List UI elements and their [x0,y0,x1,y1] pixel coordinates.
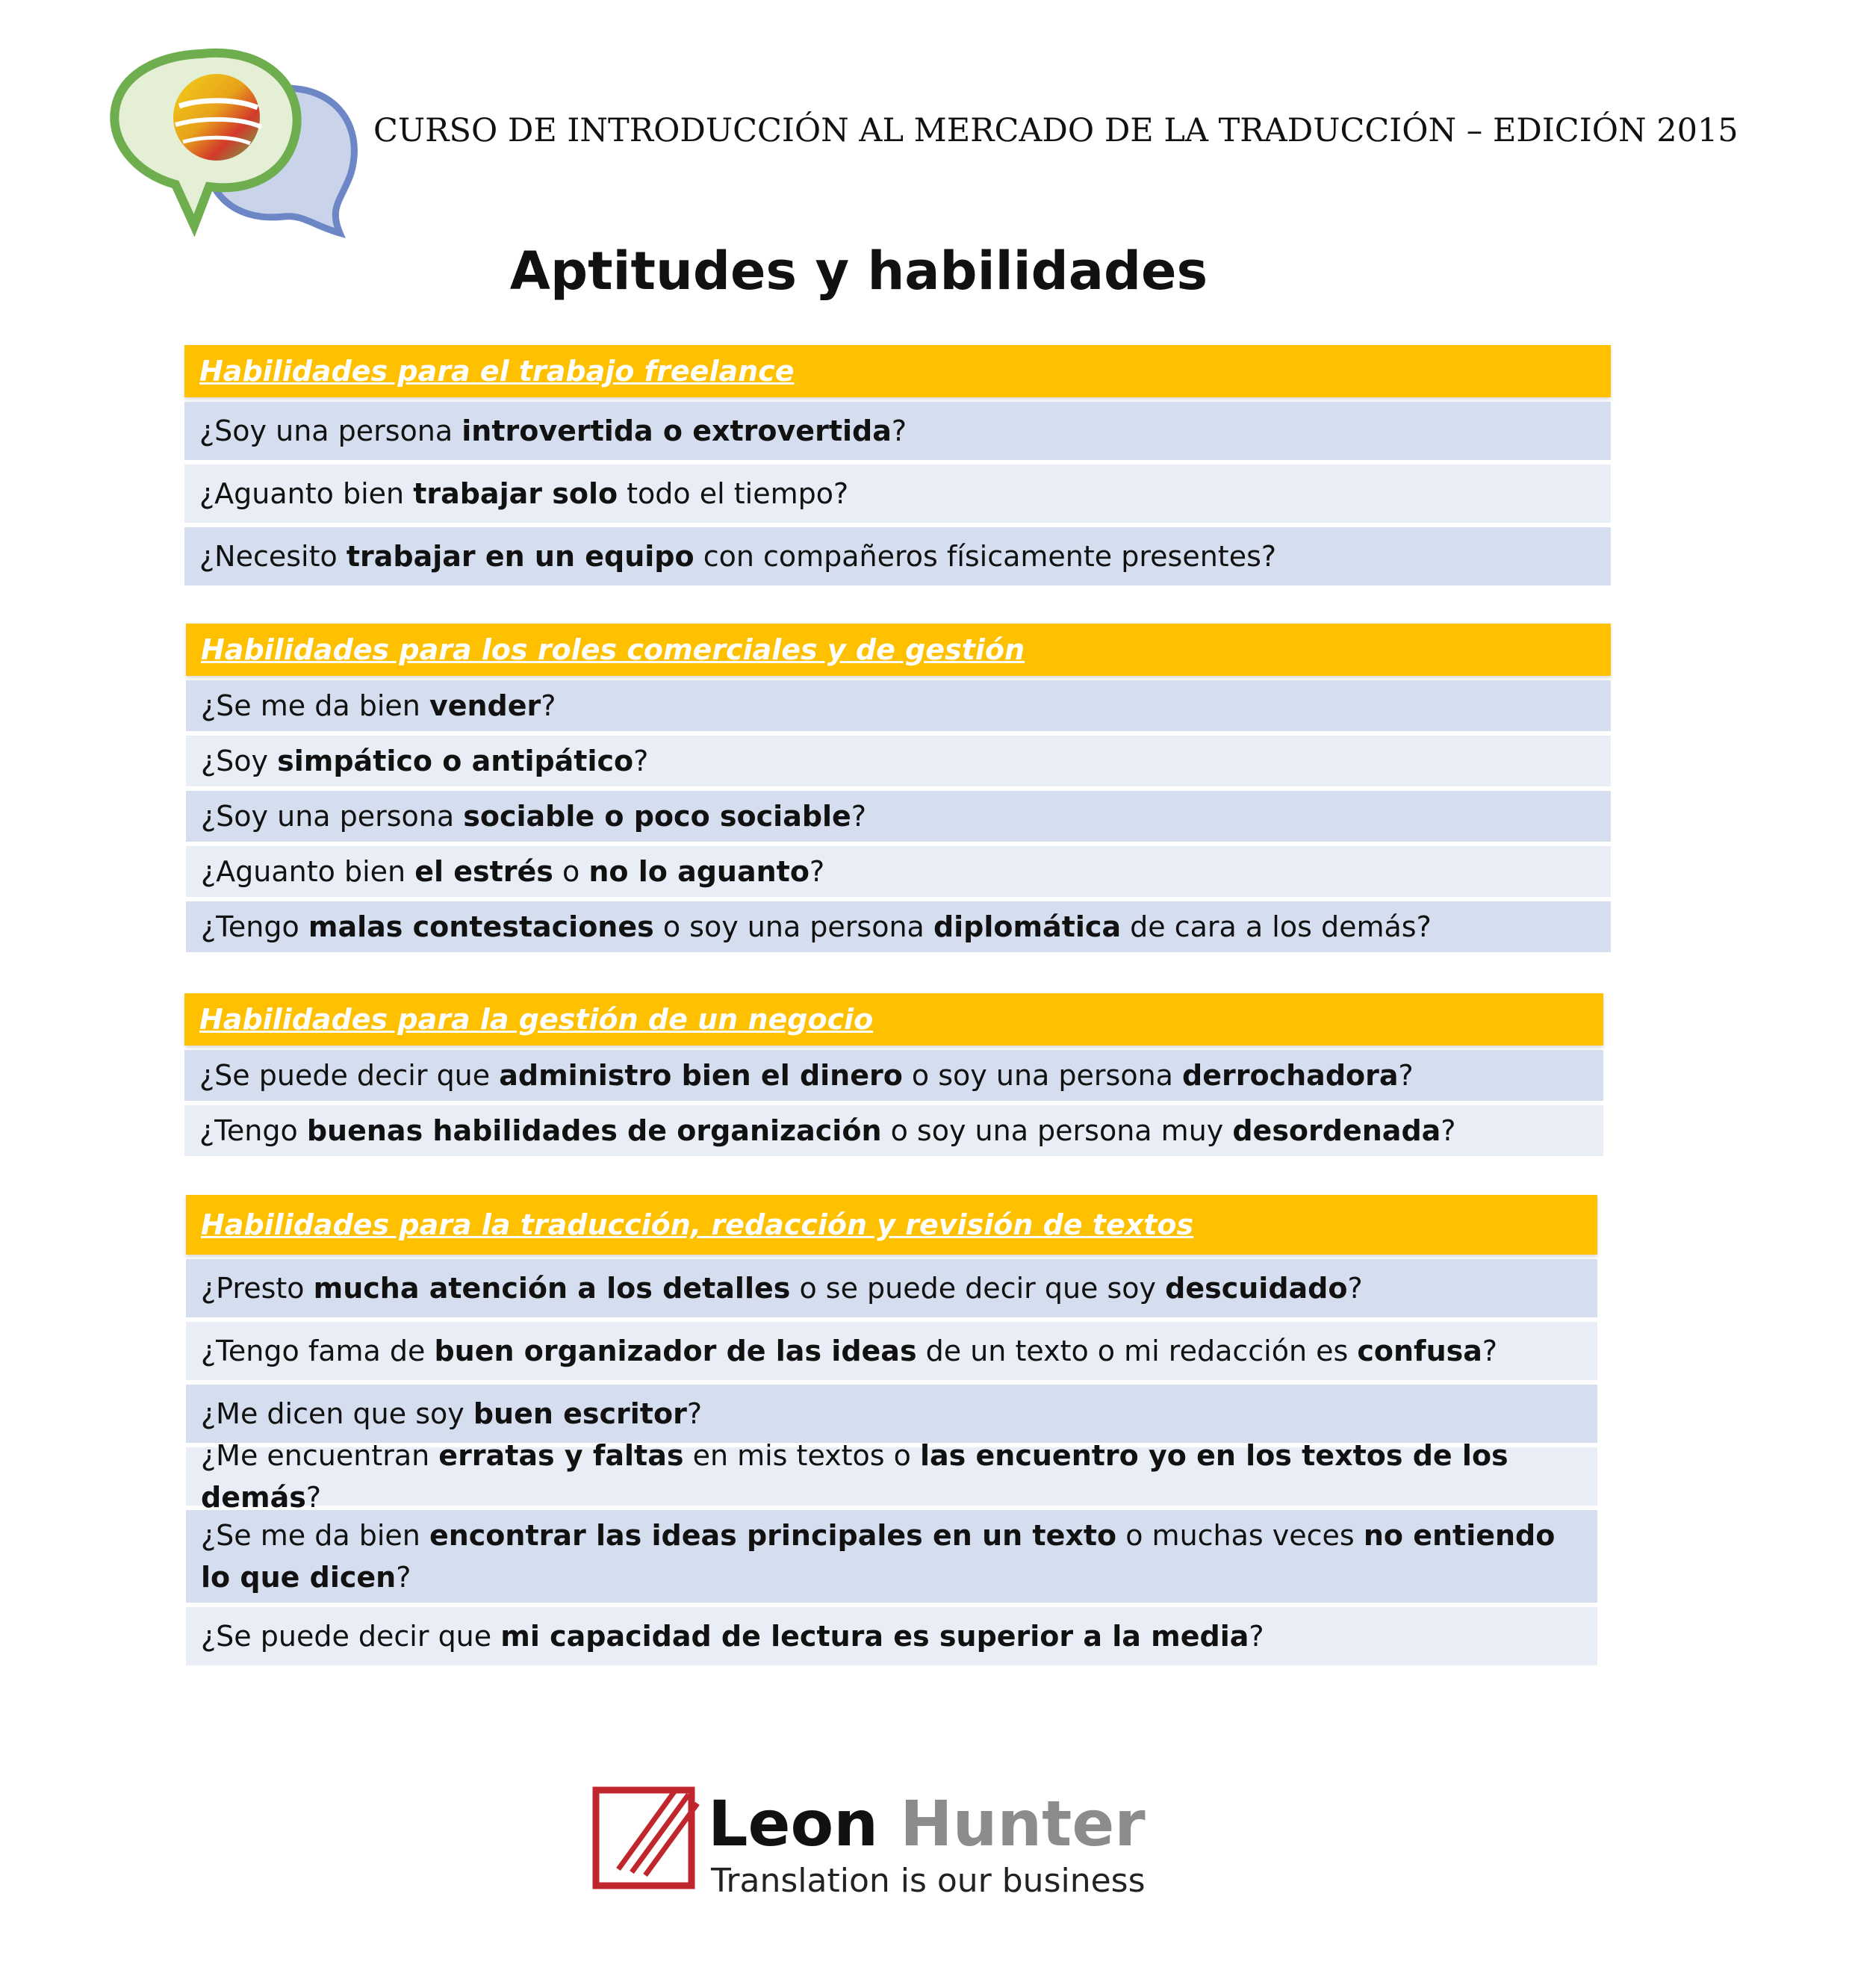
question-text: ¿Me encuentran erratas y faltas en mis textos o las encuentro yo en los textos de los demás? [201,1439,1508,1514]
section-negocio [184,993,1603,1156]
question-text: ¿Aguanto bien el estrés o no lo aguanto? [201,855,825,888]
list-item [186,791,1611,842]
list-item [186,901,1611,952]
list-item [186,1510,1597,1603]
list-item [184,527,1611,585]
brand-tagline: Translation is our business [711,1862,1146,1900]
list-item [184,465,1611,523]
section-traduccion [186,1195,1597,1665]
question-text: ¿Se puede decir que administro bien el dinero o soy una persona derrochadora? [199,1059,1414,1092]
question-text: ¿Se me da bien encontrar las ideas principales en un texto o muchas veces no entiendo lo que dicen? [201,1519,1556,1594]
question-text: ¿Soy una persona sociable o poco sociable? [201,800,867,833]
question-text: ¿Tengo buenas habilidades de organización o soy una persona muy desordenada? [199,1114,1456,1147]
section-comerciales [186,624,1611,952]
list-item [186,1607,1597,1665]
question-text: ¿Presto mucha atención a los detalles o se puede decir que soy descuidado? [201,1272,1363,1305]
leon-hunter-logo [588,1781,1146,1901]
question-text: ¿Tengo fama de buen organizador de las ideas de un texto o mi redacción es confusa? [201,1335,1498,1367]
question-text: ¿Soy una persona introvertida o extrovertida? [199,414,907,447]
section-header [186,1195,1597,1255]
list-item [186,680,1611,731]
list-item [186,736,1611,786]
question-text: ¿Aguanto bien trabajar solo todo el tiempo? [199,477,849,510]
section-freelance [184,345,1611,585]
question-text: ¿Necesito trabajar en un equipo con compañeros físicamente presentes? [199,540,1277,573]
question-text: ¿Se me da bien vender? [201,689,556,722]
section-title: Habilidades para la gestión de un negocio [199,1003,874,1036]
question-text: ¿Me dicen que soy buen escritor? [201,1397,702,1430]
section-header [186,624,1611,676]
list-item [186,846,1611,897]
section-title: Habilidades para el trabajo freelance [199,355,795,388]
question-text: ¿Soy simpático o antipático? [201,745,649,777]
list-item [184,1050,1603,1101]
list-item [186,1322,1597,1380]
list-item [184,402,1611,460]
course-title: CURSO DE INTRODUCCIÓN AL MERCADO DE LA TRADUCCIÓN – EDICIÓN 2015 [373,112,1738,149]
list-item [186,1259,1597,1317]
page-title: Aptitudes y habilidades [509,240,1208,302]
question-text: ¿Se puede decir que mi capacidad de lectura es superior a la media? [201,1620,1264,1653]
section-title: Habilidades para la traducción, redacción y revisión de textos [201,1208,1194,1241]
list-item [184,1105,1603,1156]
brand-name: Leon Hunter [708,1787,1146,1860]
section-title: Habilidades para los roles comerciales y de gestión [201,633,1025,666]
section-header [184,993,1603,1046]
question-text: ¿Tengo malas contestaciones o soy una persona diplomática de cara a los demás? [201,910,1432,943]
leon-hunter-mark-icon [588,1781,700,1893]
list-item [186,1439,1597,1514]
course-logo-icon [105,46,373,248]
section-header [184,345,1611,397]
